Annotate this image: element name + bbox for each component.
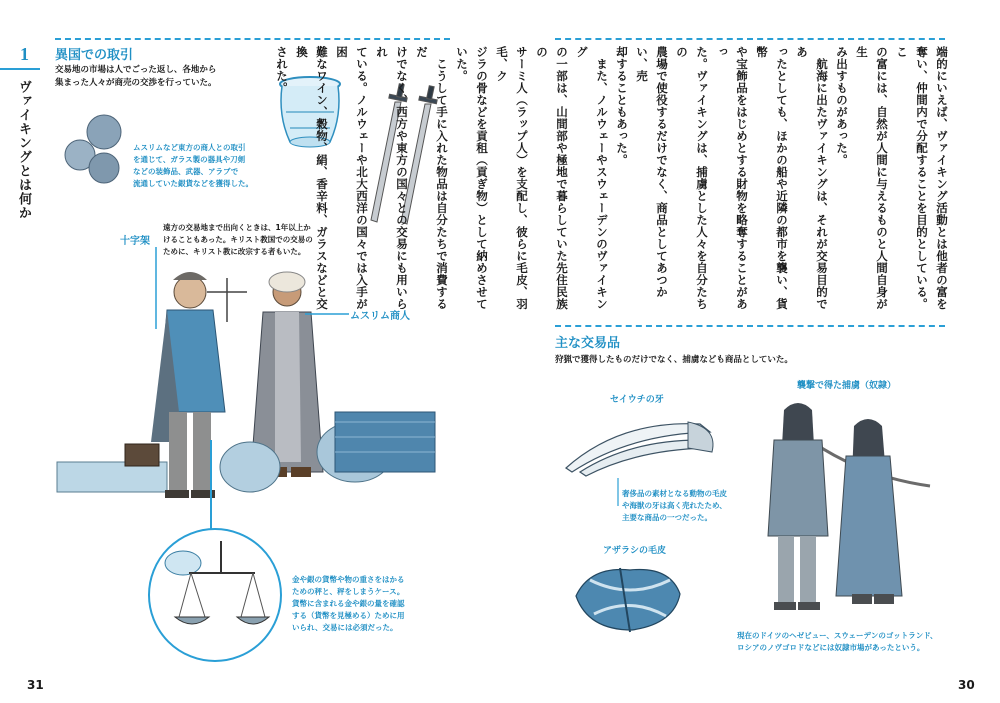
walrus-leader-line (614, 478, 624, 508)
walrus-tusk-illustration (560, 410, 720, 480)
caption-scale: 金や銀の貨幣や物の重さをはかる ための秤と、秤をしまうケース。 貨幣に含まれる金や銀の量を確認 する（貨幣を見極める）ために用 いられ、交易には必須だった。 (292, 575, 405, 632)
intro-text: 交易地の市場は人でごった返し、各地から 集まった人々が商売の交渉を行っていた。 (55, 65, 217, 88)
body-text: 端的にいえば、ヴァイキング活動とは他者の富を 奪い、仲間内で分配することを目的としている。こ の富には、自然が人間に与えるものと人間自身が生 み出すものがあった。 航海に出たヴァイキングは、それが交易目的であ ったとしても、ほかの船や近隣の都市を襲い、貨幣 や宝飾品をはじめとする財物を略奪することがあっ た。ヴァイキングは、捕虜とした人々を自分たちの 農場で使役するだけでなく、商品としてあつかい、売 却することもあった。 また、ノルウェーやスウェーデンのヴァイキング の一部は、山間部や極地で暮らしていた先住民族の サーミ人（ラップ人）を支配し、彼らに毛皮、羽毛、ク ジラの骨などを貢租（貢ぎ物）として納めさせていた。 こうして手に入れた物品は自分たちで消費するだ けでなく、西方や東方の国々との交易にも用いられ ている。ノルウェーや北大西洋の国々では入手が困 難なワイン、穀物、絹、香辛料、ガラスなどと交換 された。 (275, 46, 949, 310)
chapter-number: 1 (20, 44, 29, 64)
caption-cross: 遠方の交易地まで出向くときは、1年以上か けることもあった。キリスト教国での交易の ために、キリスト教に改宗する者もいた。 (163, 223, 313, 256)
coins-illustration (60, 110, 130, 190)
caption-walrus: 奢侈品の素材となる動物の毛皮 や海獣の牙は高く売れたため、 主要な商品の一つだった。 (622, 489, 727, 522)
seal-fur-illustration (570, 560, 685, 640)
chapter-tab (0, 40, 40, 70)
scale-detail-illustration (147, 527, 287, 667)
label-captives: 襲撃で得た捕虜（奴隷） (797, 381, 897, 391)
section-heading: 異国での取引 (55, 48, 134, 63)
label-cross: 十字架 (120, 236, 150, 247)
trade-heading: 主な交易品 (555, 336, 621, 351)
body-divider-top (555, 38, 945, 40)
section-divider-left (55, 38, 450, 40)
chapter-underline (0, 68, 40, 70)
label-muslim-merchant: ムスリム商人 (350, 311, 410, 322)
section-divider-right (555, 325, 945, 327)
caption-captives: 現在のドイツのヘゼビュー、スウェーデンのゴットランド、 ロシアのノヴゴロドなどには奴隷市場があったという。 (737, 631, 938, 652)
label-walrus-tusk: セイウチの牙 (610, 395, 664, 405)
caption-coins: ムスリムなど東方の商人との取引 を通じて、ガラス製の器具や刀剣 などの装飾品、武器、アラブで 流通していた銀貨などを獲得した。 (133, 143, 253, 188)
page-number-right: 30 (958, 678, 975, 692)
page-number-left: 31 (27, 678, 44, 692)
side-title: ヴァイキングとは何か (16, 80, 31, 220)
scale-detail-leader (208, 440, 214, 540)
captives-illustration (758, 396, 933, 626)
label-seal-fur: アザラシの毛皮 (603, 546, 667, 556)
trade-intro: 狩猟で獲得したものだけでなく、捕虜なども商品としていた。 (555, 355, 793, 365)
